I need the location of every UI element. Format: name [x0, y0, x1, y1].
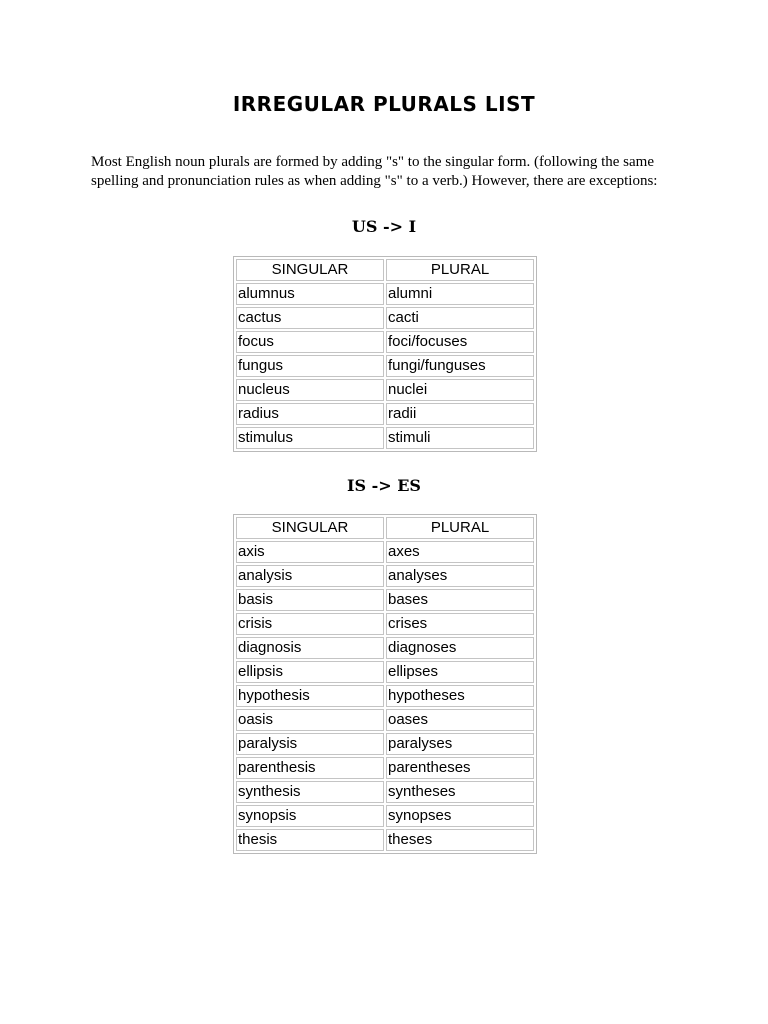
plurals-table-us-i [233, 256, 537, 452]
singular-cell: synthesis [236, 781, 384, 803]
plurals-table-is-es [233, 514, 537, 854]
singular-cell: thesis [236, 829, 384, 851]
plural-cell: analyses [386, 565, 534, 587]
page-title: IRREGULAR PLURALS LIST [232, 92, 536, 116]
plural-cell: paralyses [386, 733, 534, 755]
table-header-row [236, 259, 534, 281]
plural-cell: crises [386, 613, 534, 635]
plural-cell: oases [386, 709, 534, 731]
plural-cell: ellipses [386, 661, 534, 683]
plural-cell: diagnoses [386, 637, 534, 659]
table-row [236, 565, 534, 587]
plural-cell: nuclei [386, 379, 534, 401]
table-row [236, 637, 534, 659]
plural-cell: bases [386, 589, 534, 611]
singular-cell: oasis [236, 709, 384, 731]
column-header-plural: PLURAL [386, 517, 534, 539]
singular-cell: alumnus [236, 283, 384, 305]
table-row [236, 733, 534, 755]
singular-cell: parenthesis [236, 757, 384, 779]
section-heading-us-i: US -> I [351, 217, 417, 236]
singular-cell: basis [236, 589, 384, 611]
singular-cell: nucleus [236, 379, 384, 401]
table-row [236, 709, 534, 731]
table-row [236, 331, 534, 353]
table-row [236, 379, 534, 401]
table-row [236, 781, 534, 803]
singular-cell: ellipsis [236, 661, 384, 683]
singular-cell: synopsis [236, 805, 384, 827]
singular-cell: fungus [236, 355, 384, 377]
table-header-row [236, 517, 534, 539]
column-header-plural: PLURAL [386, 259, 534, 281]
table-row [236, 283, 534, 305]
plural-cell: parentheses [386, 757, 534, 779]
plural-cell: theses [386, 829, 534, 851]
singular-cell: hypothesis [236, 685, 384, 707]
singular-cell: analysis [236, 565, 384, 587]
table-row [236, 427, 534, 449]
plural-cell: syntheses [386, 781, 534, 803]
plural-cell: cacti [386, 307, 534, 329]
plural-cell: axes [386, 541, 534, 563]
singular-cell: focus [236, 331, 384, 353]
singular-cell: cactus [236, 307, 384, 329]
singular-cell: crisis [236, 613, 384, 635]
intro-paragraph: Most English noun plurals are formed by adding "s" to the singular form. (following the same spelling and pronunciation rules as when adding "s" to a verb.) However, there are exceptions: [91, 154, 658, 189]
plural-cell: fungi/funguses [386, 355, 534, 377]
singular-cell: diagnosis [236, 637, 384, 659]
plural-cell: stimuli [386, 427, 534, 449]
table-row [236, 307, 534, 329]
singular-cell: axis [236, 541, 384, 563]
plural-cell: radii [386, 403, 534, 425]
plural-cell: hypotheses [386, 685, 534, 707]
column-header-singular: SINGULAR [236, 517, 384, 539]
table-row [236, 829, 534, 851]
table-row [236, 757, 534, 779]
table-row [236, 805, 534, 827]
singular-cell: radius [236, 403, 384, 425]
table-body [236, 541, 534, 851]
singular-cell: paralysis [236, 733, 384, 755]
table-body [236, 283, 534, 449]
table-row [236, 661, 534, 683]
table-row [236, 589, 534, 611]
singular-cell: stimulus [236, 427, 384, 449]
table-row [236, 685, 534, 707]
section-heading-is-es: IS -> ES [347, 476, 421, 495]
plural-cell: foci/focuses [386, 331, 534, 353]
plural-cell: synopses [386, 805, 534, 827]
table-row [236, 613, 534, 635]
table-row [236, 355, 534, 377]
plural-cell: alumni [386, 283, 534, 305]
table-row [236, 403, 534, 425]
table-row [236, 541, 534, 563]
column-header-singular: SINGULAR [236, 259, 384, 281]
